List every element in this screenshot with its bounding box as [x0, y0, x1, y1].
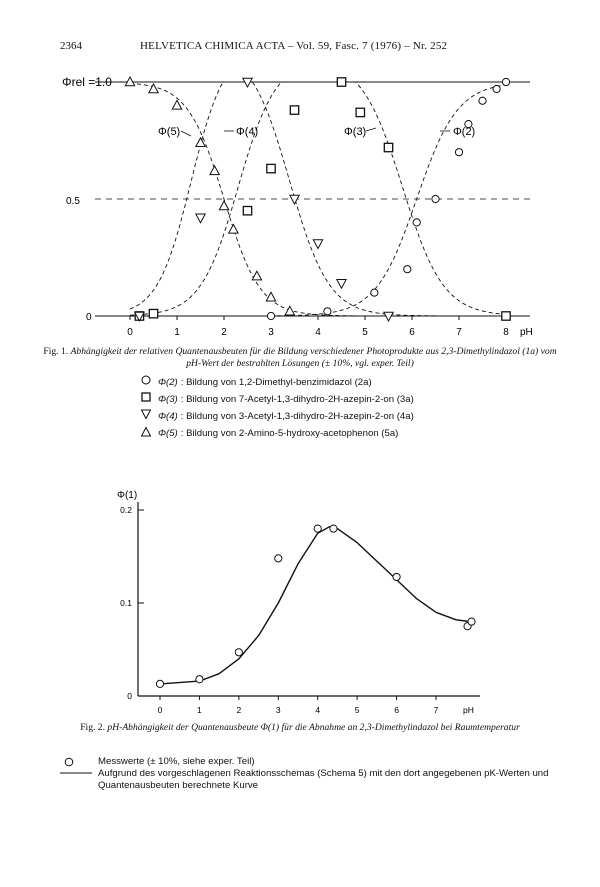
figure-1-chart — [0, 0, 600, 345]
x-tick-label: 0 — [127, 327, 133, 338]
x-tick-label: 1 — [174, 327, 180, 338]
triangle-up-icon — [140, 426, 158, 443]
figure-2-caption — [40, 722, 560, 734]
data-point-triangle-up — [229, 224, 238, 233]
figure-2-number: Fig. 2. — [80, 722, 105, 733]
legend-phi: Φ(4) — [158, 410, 178, 422]
measured-point — [275, 555, 282, 562]
x-tick-label: 0 — [157, 705, 163, 715]
legend-text: : Bildung von 3-Acetyl-1,3-dihydro-2H-azepin-2-on (4a) — [180, 410, 414, 422]
figure-2-chart — [0, 480, 600, 720]
legend-text: Messwerte (± 10%, siehe exper. Teil) — [98, 756, 255, 767]
legend-text: Aufgrund des vorgeschlagenen Reaktionsschemas (Schema 5) mit den dort angegebenen pK-Werten und Quantenausbeuten berechnete Kurve — [98, 768, 549, 791]
legend-item-phi4 — [140, 408, 414, 425]
figure-2-curve — [160, 527, 475, 684]
measured-point — [468, 618, 475, 625]
legend-phi: Φ(2) — [158, 376, 178, 388]
legend-item-phi2 — [140, 374, 414, 391]
journal-title: HELVETICA CHIMICA ACTA – Vol. 59, Fasc. 7 (1976) – Nr. 252 — [140, 40, 448, 52]
line-icon — [60, 768, 94, 784]
figure-1-caption-text: Abhängigkeit der relativen Quantenausbeuten für die Bildung verschiedener Photoprodukte aus 2,3-Dimethylindazol (1a) vom pH-Wert der bestrahlten Lösungen (± 10%, vgl. exper. Teil) — [70, 346, 557, 369]
x-tick-label: 5 — [362, 327, 368, 338]
legend-text: : Bildung von 2-Amino-5-hydroxy-acetophenon (5a) — [180, 428, 399, 440]
x-tick-label: 2 — [221, 327, 227, 338]
curve-label-phi2: Φ(2) — [453, 126, 476, 138]
legend-phi: Φ(3) — [158, 393, 178, 405]
legend-item-measured — [60, 756, 550, 768]
data-point-circle — [404, 266, 411, 273]
data-point-square — [149, 309, 157, 317]
figure-1-number: Fig. 1. — [43, 346, 69, 357]
figure-1-axes — [95, 82, 530, 338]
data-point-triangle-up — [252, 271, 261, 280]
data-point-triangle-down — [196, 214, 205, 223]
y-tick-label: 0.2 — [120, 505, 132, 515]
figure-2-caption-text: pH-Abhängigkeit der Quantenausbeute Φ(1) für die Abnahme an 2,3-Dimethylindazol bei Raumtemperatur — [107, 722, 520, 733]
x-tick-label: 4 — [315, 705, 321, 715]
figure-2-ylabel: Φ(1) — [117, 490, 138, 501]
figure-2-xunit: pH — [463, 705, 474, 715]
legend-text: : Bildung von 1,2-Dimethyl-benzimidazol (2a) — [180, 376, 372, 388]
data-point-triangle-up — [266, 292, 275, 301]
x-tick-label: 7 — [433, 705, 439, 715]
data-point-square — [290, 106, 298, 114]
figure-2-legend — [60, 756, 550, 792]
x-tick-label: 8 — [503, 327, 509, 338]
figure-1-ytick-0: 0 — [86, 312, 92, 323]
data-point-triangle-up — [210, 166, 219, 175]
data-point-circle — [432, 195, 439, 202]
data-point-square — [243, 207, 251, 215]
legend-text: : Bildung von 7-Acetyl-1,3-dihydro-2H-azepin-2-on (3a) — [180, 393, 414, 405]
curve-label-leaders — [181, 128, 450, 136]
figure-1-caption — [40, 346, 560, 370]
measured-point — [156, 680, 163, 687]
page-number: 2364 — [60, 40, 82, 52]
curve-label-phi4: Φ(4) — [236, 126, 259, 138]
figure-1-ytick-05: 0.5 — [66, 196, 80, 207]
legend-phi: Φ(5) — [158, 428, 178, 440]
figure-1-legend — [140, 374, 414, 443]
curve-label-phi5: Φ(5) — [158, 126, 181, 138]
data-point-circle — [493, 85, 500, 92]
y-tick-label: 0.1 — [120, 598, 132, 608]
data-point-circle — [502, 78, 509, 85]
legend-item-phi5 — [140, 426, 414, 443]
data-point-square — [502, 312, 510, 320]
data-point-triangle-down — [384, 312, 393, 321]
x-tick-label: 6 — [409, 327, 415, 338]
data-point-triangle-up — [219, 201, 228, 210]
calculated-curve — [160, 527, 475, 684]
data-point-triangle-up — [172, 100, 181, 109]
data-point-circle — [479, 97, 486, 104]
x-tick-label: 3 — [275, 705, 281, 715]
data-point-triangle-up — [285, 306, 294, 315]
x-tick-label: 5 — [354, 705, 360, 715]
curve-label-phi3: Φ(3) — [344, 126, 367, 138]
measured-point — [330, 525, 337, 532]
legend-item-calculated — [60, 768, 550, 792]
data-point-circle — [413, 219, 420, 226]
data-point-circle — [455, 149, 462, 156]
data-point-circle — [267, 312, 274, 319]
triangle-down-icon — [140, 408, 158, 425]
data-point-triangle-down — [290, 195, 299, 204]
measured-point — [196, 676, 203, 683]
data-point-circle — [324, 308, 331, 315]
data-point-triangle-down — [313, 240, 322, 249]
measured-point — [314, 525, 321, 532]
x-tick-label: 7 — [456, 327, 462, 338]
measured-point — [235, 649, 242, 656]
data-point-triangle-down — [337, 280, 346, 289]
measured-point — [393, 573, 400, 580]
figure-1-ylabel: Φrel =1.0 — [62, 75, 112, 89]
data-point-circle — [371, 289, 378, 296]
data-point-triangle-up — [125, 77, 134, 86]
data-point-square — [356, 108, 364, 116]
data-point-triangle-up — [149, 84, 158, 93]
circle-icon — [140, 374, 158, 391]
x-tick-label: 2 — [236, 705, 242, 715]
x-tick-label: 4 — [315, 327, 321, 338]
data-point-square — [267, 164, 275, 172]
data-point-square — [384, 143, 392, 151]
y-tick-label: 0 — [127, 691, 132, 701]
x-tick-label: 6 — [394, 705, 399, 715]
data-point-square — [337, 78, 345, 86]
square-icon — [140, 391, 158, 408]
x-tick-label: 3 — [268, 327, 274, 338]
figure-1-xunit: pH — [520, 327, 533, 338]
legend-item-phi3 — [140, 391, 414, 408]
data-point-triangle-down — [243, 78, 252, 87]
x-tick-label: 1 — [197, 705, 202, 715]
